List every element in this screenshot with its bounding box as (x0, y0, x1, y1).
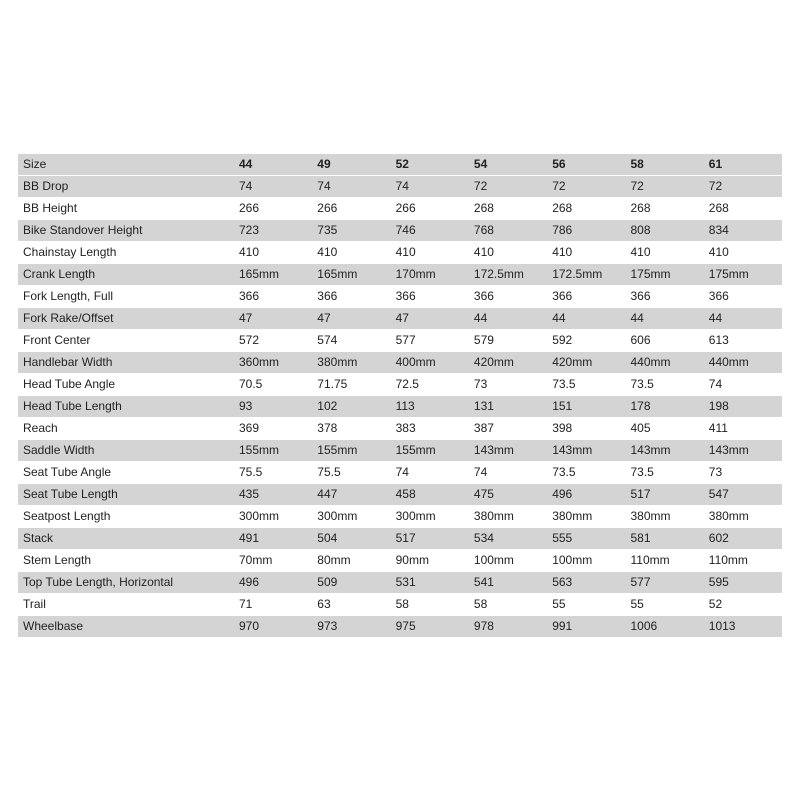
table-cell: 380mm (625, 506, 703, 528)
table-cell: 808 (625, 220, 703, 242)
table-cell: 73.5 (547, 374, 625, 396)
row-label: Crank Length (18, 264, 234, 286)
table-row (18, 242, 782, 264)
table-cell: 369 (234, 418, 312, 440)
table-cell: 973 (312, 616, 390, 638)
table-cell: 74 (234, 176, 312, 198)
table-cell: 475 (469, 484, 547, 506)
table-cell: 577 (625, 572, 703, 594)
table-cell: 366 (312, 286, 390, 308)
table-cell: 1006 (625, 616, 703, 638)
table-cell: 113 (391, 396, 469, 418)
row-label: Seat Tube Length (18, 484, 234, 506)
table-cell: 72.5 (391, 374, 469, 396)
table-cell: 58 (469, 594, 547, 616)
table-cell: 93 (234, 396, 312, 418)
table-cell: 268 (625, 198, 703, 220)
table-cell: 410 (704, 242, 782, 264)
table-cell: 572 (234, 330, 312, 352)
table-row (18, 462, 782, 484)
table-cell: 383 (391, 418, 469, 440)
row-label: Seat Tube Angle (18, 462, 234, 484)
table-cell: 55 (625, 594, 703, 616)
table-cell: 52 (704, 594, 782, 616)
table-cell: 74 (704, 374, 782, 396)
table-cell: 80mm (312, 550, 390, 572)
table-cell: 102 (312, 396, 390, 418)
table-cell: 366 (469, 286, 547, 308)
table-cell: 723 (234, 220, 312, 242)
table-cell: 574 (312, 330, 390, 352)
size-header: 56 (547, 154, 625, 176)
table-cell: 440mm (625, 352, 703, 374)
geometry-table (18, 154, 782, 638)
table-cell: 420mm (469, 352, 547, 374)
table-cell: 58 (391, 594, 469, 616)
table-cell: 74 (312, 176, 390, 198)
table-cell: 72 (469, 176, 547, 198)
table-cell: 834 (704, 220, 782, 242)
table-cell: 1013 (704, 616, 782, 638)
table-cell: 534 (469, 528, 547, 550)
table-cell: 131 (469, 396, 547, 418)
table-cell: 577 (391, 330, 469, 352)
table-row (18, 594, 782, 616)
table-cell: 70.5 (234, 374, 312, 396)
table-row (18, 616, 782, 638)
table-cell: 155mm (234, 440, 312, 462)
table-cell: 405 (625, 418, 703, 440)
table-cell: 602 (704, 528, 782, 550)
table-row (18, 286, 782, 308)
table-cell: 266 (312, 198, 390, 220)
table-cell: 613 (704, 330, 782, 352)
table-cell: 268 (469, 198, 547, 220)
table-cell: 70mm (234, 550, 312, 572)
table-cell: 360mm (234, 352, 312, 374)
table-cell: 420mm (547, 352, 625, 374)
table-cell: 143mm (625, 440, 703, 462)
table-cell: 151 (547, 396, 625, 418)
table-row (18, 220, 782, 242)
table-cell: 735 (312, 220, 390, 242)
row-label: Stem Length (18, 550, 234, 572)
table-cell: 366 (391, 286, 469, 308)
table-row (18, 440, 782, 462)
table-cell: 110mm (625, 550, 703, 572)
table-cell: 72 (547, 176, 625, 198)
table-row (18, 352, 782, 374)
table-cell: 447 (312, 484, 390, 506)
table-cell: 410 (391, 242, 469, 264)
table-cell: 74 (469, 462, 547, 484)
table-header-row (18, 154, 782, 176)
row-label: Chainstay Length (18, 242, 234, 264)
table-cell: 63 (312, 594, 390, 616)
header-label: Size (18, 154, 234, 176)
table-cell: 75.5 (312, 462, 390, 484)
table-cell: 595 (704, 572, 782, 594)
table-cell: 786 (547, 220, 625, 242)
row-label: BB Height (18, 198, 234, 220)
row-label: Front Center (18, 330, 234, 352)
table-cell: 178 (625, 396, 703, 418)
table-cell: 496 (234, 572, 312, 594)
table-cell: 71 (234, 594, 312, 616)
size-header: 58 (625, 154, 703, 176)
table-row (18, 308, 782, 330)
table-row (18, 396, 782, 418)
row-label: Head Tube Angle (18, 374, 234, 396)
table-cell: 563 (547, 572, 625, 594)
table-cell: 73.5 (547, 462, 625, 484)
table-cell: 72 (625, 176, 703, 198)
table-row (18, 528, 782, 550)
row-label: BB Drop (18, 176, 234, 198)
table-row (18, 506, 782, 528)
table-cell: 366 (704, 286, 782, 308)
table-cell: 400mm (391, 352, 469, 374)
table-row (18, 330, 782, 352)
table-cell: 268 (704, 198, 782, 220)
row-label: Wheelbase (18, 616, 234, 638)
table-row (18, 572, 782, 594)
table-cell: 366 (547, 286, 625, 308)
table-cell: 74 (391, 462, 469, 484)
table-cell: 531 (391, 572, 469, 594)
table-cell: 541 (469, 572, 547, 594)
table-cell: 73 (704, 462, 782, 484)
table-cell: 44 (547, 308, 625, 330)
table-cell: 380mm (547, 506, 625, 528)
table-cell: 975 (391, 616, 469, 638)
table-cell: 165mm (312, 264, 390, 286)
table-cell: 410 (312, 242, 390, 264)
table-cell: 517 (625, 484, 703, 506)
table-cell: 458 (391, 484, 469, 506)
row-label: Head Tube Length (18, 396, 234, 418)
table-cell: 143mm (704, 440, 782, 462)
size-header: 49 (312, 154, 390, 176)
table-cell: 380mm (469, 506, 547, 528)
table-cell: 504 (312, 528, 390, 550)
table-row (18, 176, 782, 198)
table-cell: 366 (625, 286, 703, 308)
table-cell: 198 (704, 396, 782, 418)
table-cell: 73 (469, 374, 547, 396)
table-cell: 410 (469, 242, 547, 264)
table-cell: 90mm (391, 550, 469, 572)
table-cell: 143mm (547, 440, 625, 462)
table-cell: 47 (391, 308, 469, 330)
table-cell: 491 (234, 528, 312, 550)
table-row (18, 418, 782, 440)
table-cell: 579 (469, 330, 547, 352)
table-cell: 555 (547, 528, 625, 550)
table-cell: 175mm (704, 264, 782, 286)
table-cell: 143mm (469, 440, 547, 462)
size-header: 52 (391, 154, 469, 176)
size-header: 61 (704, 154, 782, 176)
table-cell: 300mm (391, 506, 469, 528)
table-cell: 581 (625, 528, 703, 550)
table-cell: 47 (234, 308, 312, 330)
table-row (18, 550, 782, 572)
table-row (18, 264, 782, 286)
table-cell: 170mm (391, 264, 469, 286)
table-cell: 970 (234, 616, 312, 638)
row-label: Stack (18, 528, 234, 550)
table-cell: 378 (312, 418, 390, 440)
table-cell: 366 (234, 286, 312, 308)
table-row (18, 198, 782, 220)
table-cell: 398 (547, 418, 625, 440)
table-cell: 300mm (312, 506, 390, 528)
table-cell: 165mm (234, 264, 312, 286)
table-cell: 991 (547, 616, 625, 638)
table-cell: 73.5 (625, 462, 703, 484)
row-label: Reach (18, 418, 234, 440)
table-cell: 55 (547, 594, 625, 616)
table-cell: 435 (234, 484, 312, 506)
row-label: Saddle Width (18, 440, 234, 462)
table-cell: 74 (391, 176, 469, 198)
table-cell: 509 (312, 572, 390, 594)
table-row (18, 374, 782, 396)
table-cell: 496 (547, 484, 625, 506)
table-cell: 72 (704, 176, 782, 198)
row-label: Seatpost Length (18, 506, 234, 528)
table-cell: 75.5 (234, 462, 312, 484)
table-cell: 768 (469, 220, 547, 242)
size-header: 54 (469, 154, 547, 176)
table-cell: 44 (469, 308, 547, 330)
size-header: 44 (234, 154, 312, 176)
table-cell: 380mm (312, 352, 390, 374)
table-cell: 100mm (469, 550, 547, 572)
table-cell: 100mm (547, 550, 625, 572)
table-cell: 300mm (234, 506, 312, 528)
table-cell: 387 (469, 418, 547, 440)
row-label: Fork Length, Full (18, 286, 234, 308)
table-row (18, 484, 782, 506)
table-cell: 978 (469, 616, 547, 638)
table-cell: 606 (625, 330, 703, 352)
table-cell: 410 (234, 242, 312, 264)
table-cell: 266 (391, 198, 469, 220)
row-label: Top Tube Length, Horizontal (18, 572, 234, 594)
row-label: Bike Standover Height (18, 220, 234, 242)
table-cell: 47 (312, 308, 390, 330)
table-cell: 380mm (704, 506, 782, 528)
table-cell: 746 (391, 220, 469, 242)
table-cell: 155mm (391, 440, 469, 462)
table-cell: 44 (704, 308, 782, 330)
table-cell: 410 (625, 242, 703, 264)
table-cell: 410 (547, 242, 625, 264)
table-cell: 547 (704, 484, 782, 506)
table-cell: 71.75 (312, 374, 390, 396)
table-cell: 440mm (704, 352, 782, 374)
table-cell: 73.5 (625, 374, 703, 396)
table-cell: 44 (625, 308, 703, 330)
table-cell: 172.5mm (469, 264, 547, 286)
row-label: Handlebar Width (18, 352, 234, 374)
table-cell: 411 (704, 418, 782, 440)
row-label: Fork Rake/Offset (18, 308, 234, 330)
table-cell: 517 (391, 528, 469, 550)
table-cell: 266 (234, 198, 312, 220)
table-cell: 110mm (704, 550, 782, 572)
table-cell: 172.5mm (547, 264, 625, 286)
table-cell: 592 (547, 330, 625, 352)
row-label: Trail (18, 594, 234, 616)
table-cell: 268 (547, 198, 625, 220)
table-cell: 155mm (312, 440, 390, 462)
table-cell: 175mm (625, 264, 703, 286)
